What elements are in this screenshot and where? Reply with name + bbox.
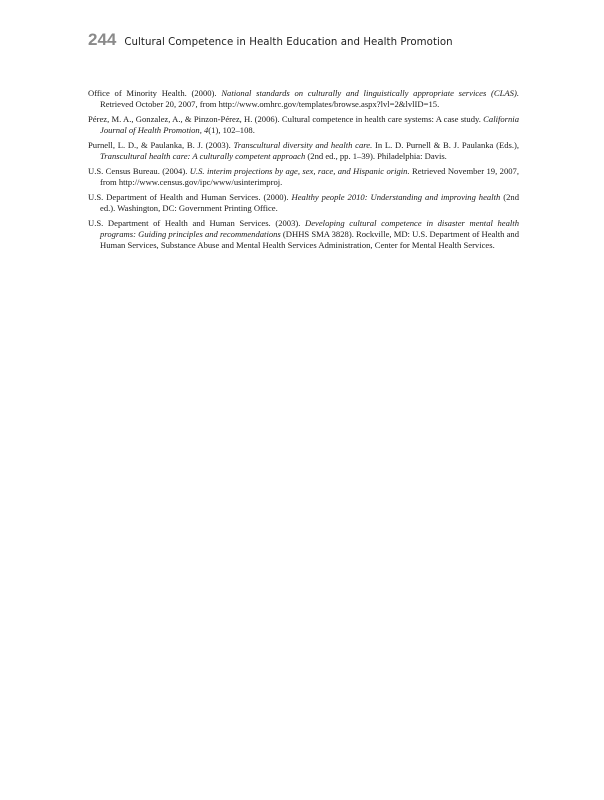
reference-italic-title: Developing cultural competence in disaster mental health programs: Guiding principles and recommendations — [100, 218, 519, 239]
reference-text: U.S. Department of Health and Human Services. (2000). — [88, 192, 292, 202]
reference-text: Office of Minority Health. (2000). — [88, 88, 222, 98]
reference-text: Purnell, L. D., & Paulanka, B. J. (2003). — [88, 140, 234, 150]
reference-text: U.S. Census Bureau. (2004). — [88, 166, 190, 176]
page-number: 244 — [88, 30, 117, 49]
reference-italic-title: Healthy people 2010: Understanding and improving health — [291, 192, 501, 202]
reference-entry — [88, 140, 519, 162]
reference-list — [88, 88, 519, 255]
reference-italic-title: California Journal of Health Promotion, 4 — [100, 114, 519, 135]
reference-text: (2nd ed.). Washington, DC: Government Printing Office. — [100, 192, 519, 213]
reference-text: U.S. Department of Health and Human Services. (2003). — [88, 218, 306, 228]
reference-italic-title: National standards on culturally and linguistically appropriate services (CLAS). — [221, 88, 519, 98]
reference-entry — [88, 218, 519, 251]
running-title: Cultural Competence in Health Education and Health Promotion — [124, 37, 453, 48]
reference-entry — [88, 192, 519, 214]
reference-text: In L. D. Purnell & B. J. Paulanka (Eds.), — [372, 140, 520, 150]
reference-text: Retrieved October 20, 2007, from http://www.omhrc.gov/templates/browse.aspx?lvl=2&lvlID=15. — [100, 99, 440, 109]
reference-text: (1), 102–108. — [208, 125, 255, 135]
reference-italic-title: Transcultural diversity and health care. — [233, 140, 373, 150]
reference-text: Pérez, M. A., Gonzalez, A., & Pinzon-Pérez, H. (2006). Cultural competence in health care systems: A case study. — [88, 114, 484, 124]
reference-entry — [88, 166, 519, 188]
reference-italic-title: Transcultural health care: A culturally competent approach — [100, 151, 306, 161]
reference-italic-title: U.S. interim projections by age, sex, race, and Hispanic origin. — [189, 166, 410, 176]
reference-entry — [88, 114, 519, 136]
reference-text: Retrieved November 19, 2007, from http://www.census.gov/ipc/www/usinterimproj. — [100, 166, 519, 187]
reference-entry — [88, 88, 519, 110]
reference-text: (2nd ed., pp. 1–39). Philadelphia: Davis. — [305, 151, 447, 161]
reference-text: (DHHS SMA 3828). Rockville, MD: U.S. Department of Health and Human Services, Substance Abuse and Mental Health Services Administration, Center for Mental Health Services. — [100, 229, 519, 250]
running-head — [88, 30, 453, 50]
